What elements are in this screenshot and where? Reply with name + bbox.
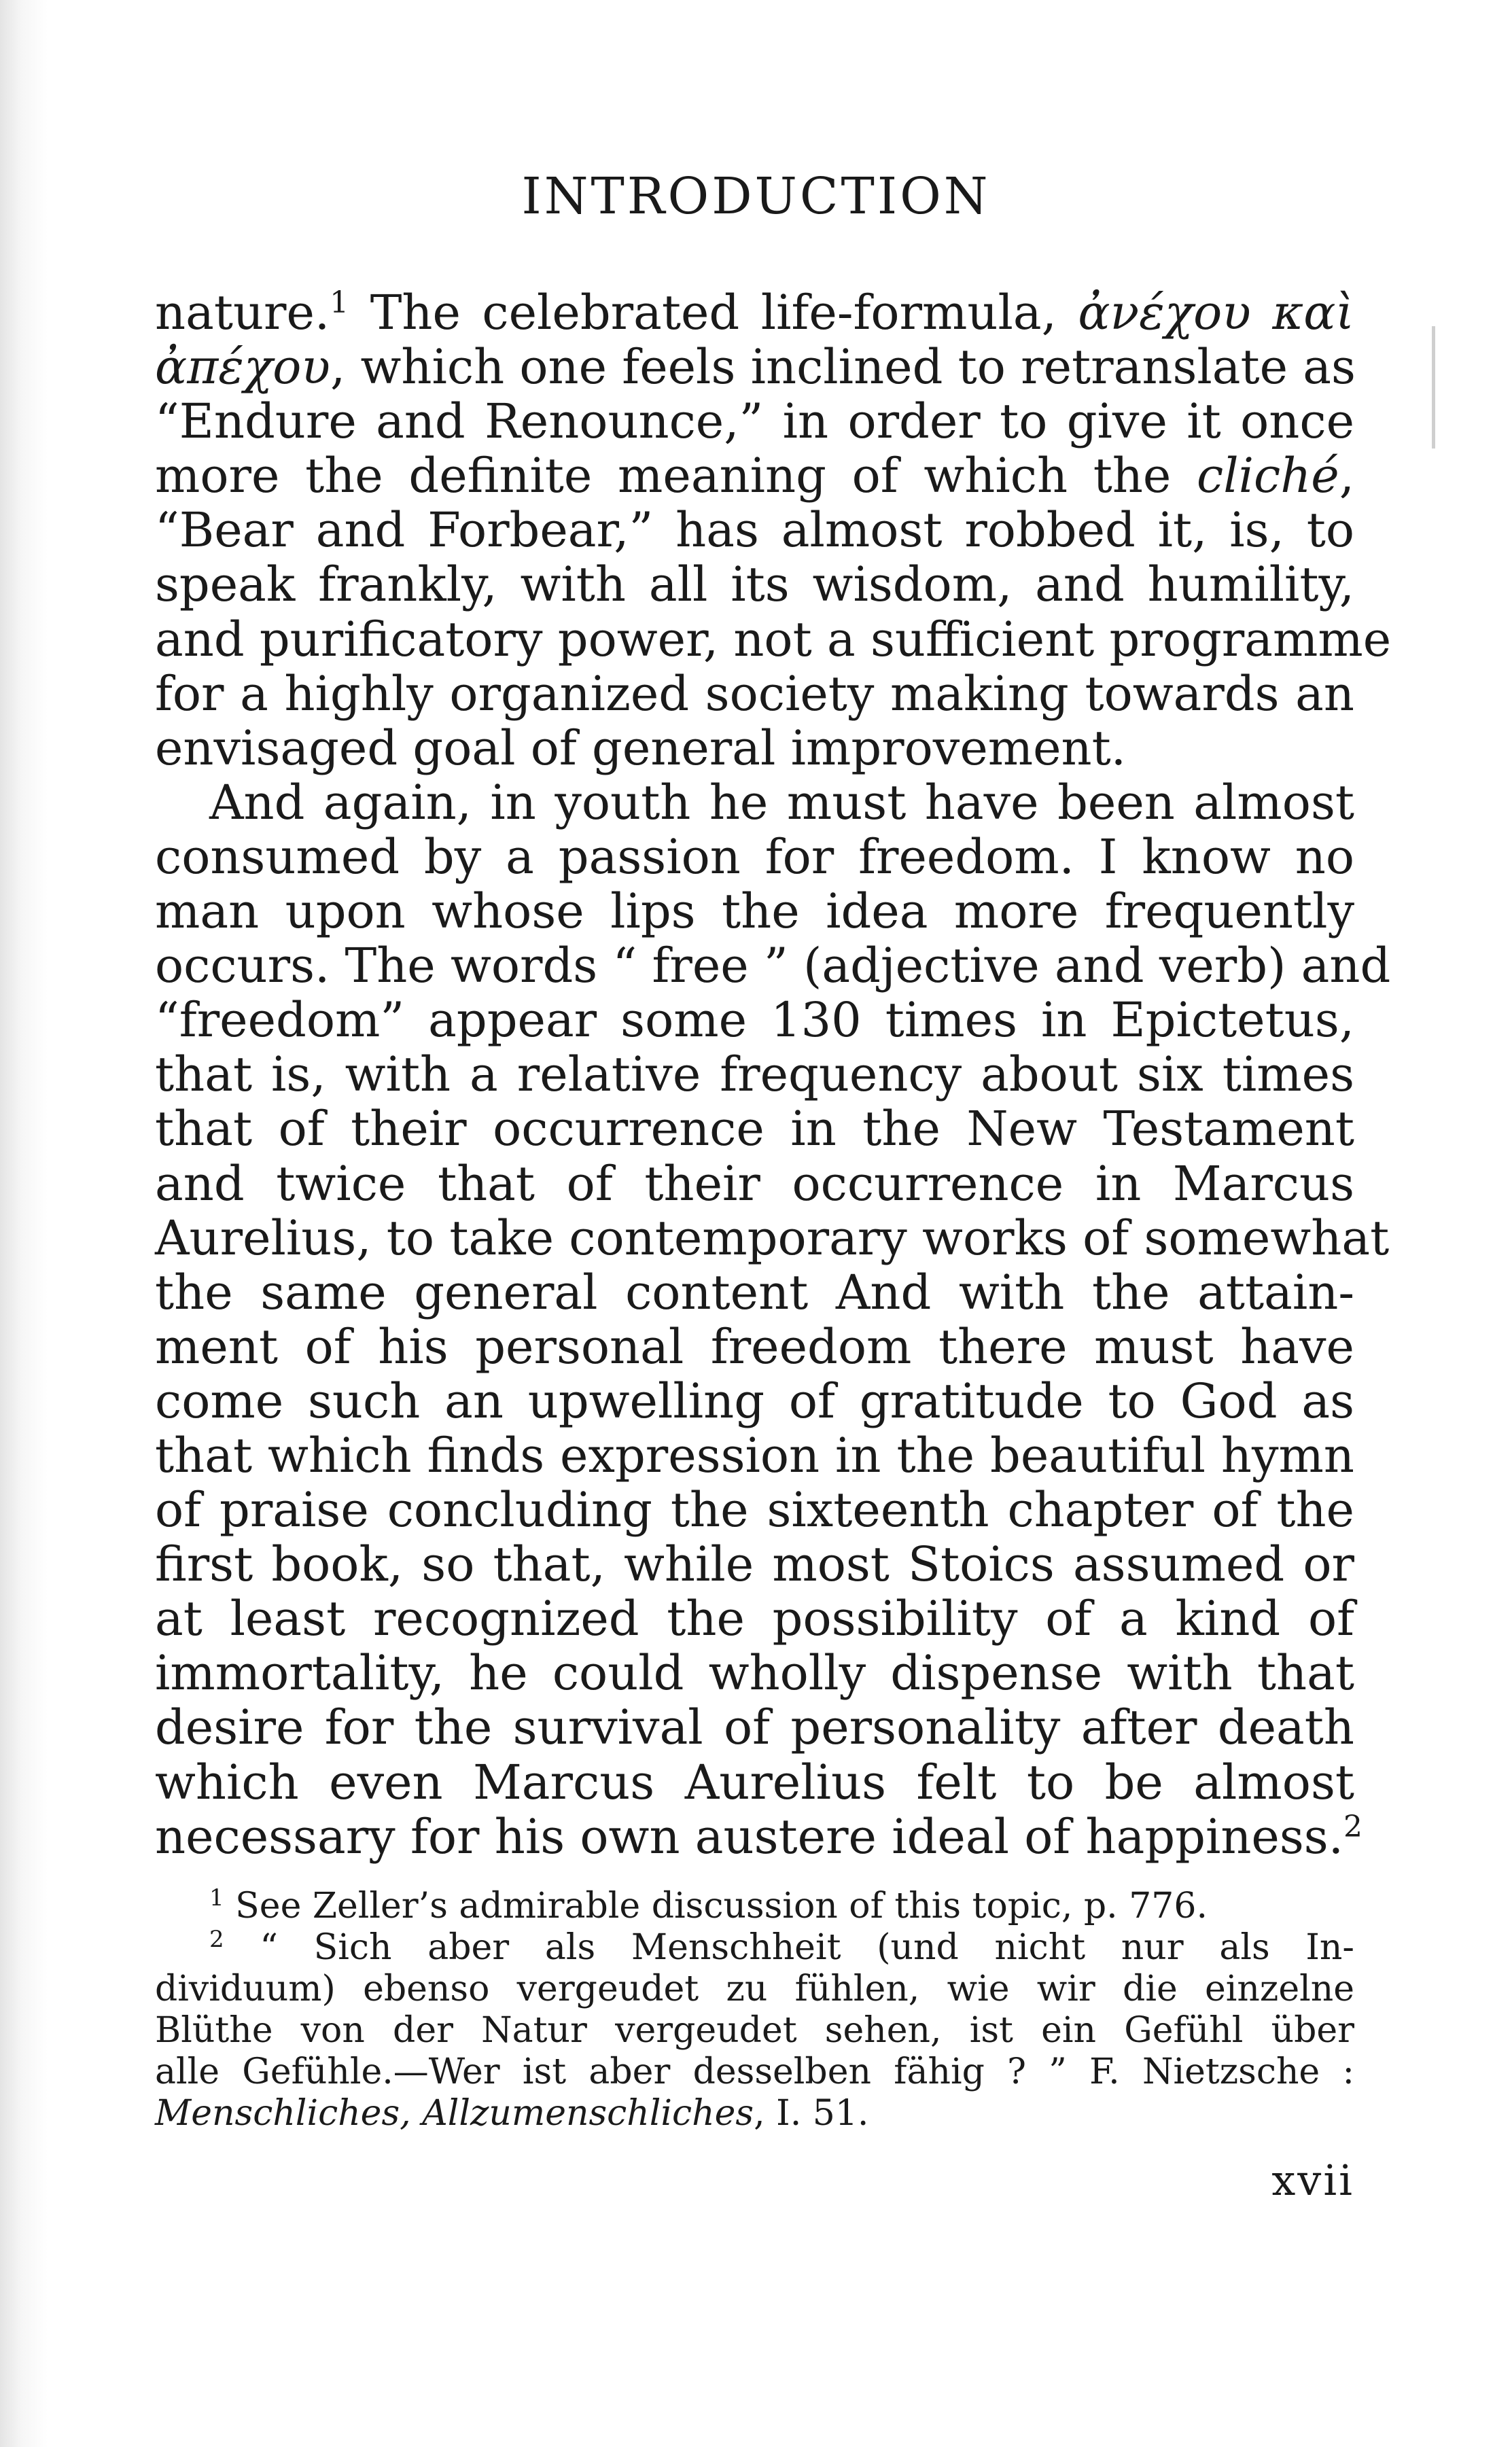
text-line: and twice that of their occurrence in Marcus [155,1155,1354,1212]
text-line: come such an upwelling of gratitude to God as [155,1373,1354,1429]
footnote-line: dividuum) ebenso vergeudet zu fühlen, wie wir die einzelne [155,1969,1354,2009]
text-line: man upon whose lips the idea more frequently [155,883,1354,940]
footnote-line: Menschliches, Allzumenschliches, I. 51. [155,2093,869,2134]
footnote-marker: 2 [1343,1809,1362,1844]
text-line: immortality, he could wholly dispense with that [155,1645,1354,1702]
text-line: more the definite meaning of which the cliché, [155,448,1354,504]
footnote-marker: 1 [330,285,349,320]
text-line: that is, with a relative frequency about six times [155,1046,1354,1103]
footnote-line: $^2$ “ Sich aber als Menschheit (und nicht nur als In- [209,1926,1354,1968]
page-gutter-shadow [0,0,48,2447]
text-line: “Bear and Forbear,” has almost robbed it, is, to [155,502,1354,559]
text-line: first book, so that, while most Stoics assumed or [155,1536,1354,1593]
footnote-line: alle Gefühle.—Wer ist aber desselben fähig ? ” F. Nietzsche : [155,2052,1354,2092]
text-line: for a highly organized society making towards an [155,665,1354,722]
text-line: which even Marcus Aurelius felt to be almost [155,1754,1354,1810]
footnote-number: 2 [209,1926,224,1953]
text-line: “freedom” appear some 130 times in Epictetus, [155,992,1354,1049]
text-line: and purificatory power, not a sufficient programme [155,611,1392,667]
footnote-number: 1 [209,1884,224,1912]
text-line: ment of his personal freedom there must have [155,1318,1354,1375]
margin-mark [1432,326,1435,448]
footnotes [155,1886,1354,2134]
text-line: ἀπέχου, which one feels inclined to retranslate as [155,339,1356,395]
text-line: that of their occurrence in the New Testament [155,1101,1354,1157]
text-line: “Endure and Renounce,” in order to give it once [155,393,1354,450]
text-line: nature.$^1$ The celebrated life-formula, ἀνέχου καὶ [155,285,1354,340]
page-number: xvii [1271,2155,1354,2205]
text-line: necessary for his own austere ideal of happiness.$^2$ [155,1808,1362,1865]
text-line: of praise concluding the sixteenth chapter of the [155,1482,1354,1538]
text-line: that which finds expression in the beautiful hymn [155,1427,1354,1483]
text-line: the same general content And with the attain- [155,1264,1354,1320]
body-text [155,285,1392,1865]
text-line: And again, in youth he must have been almost [209,774,1354,830]
text-line: envisaged goal of general improvement. [155,720,1127,776]
running-header: INTRODUCTION [521,167,991,226]
text-line: speak frankly, with all its wisdom, and humility, [155,557,1354,613]
footnote-line: $^1$ See Zeller’s admirable discussion of this topic, p. 776. [209,1884,1208,1926]
footnote-line: Blüthe von der Natur vergeudet sehen, ist ein Gefühl über [155,2010,1354,2051]
text-line: at least recognized the possibility of a kind of [155,1591,1354,1647]
text-line: Aurelius, to take contemporary works of somewhat [155,1210,1390,1266]
text-line: desire for the survival of personality after death [155,1700,1354,1756]
text-line: occurs. The words “ free ” (adjective and verb) and [155,938,1391,994]
text-line: consumed by a passion for freedom. I know no [155,828,1354,885]
